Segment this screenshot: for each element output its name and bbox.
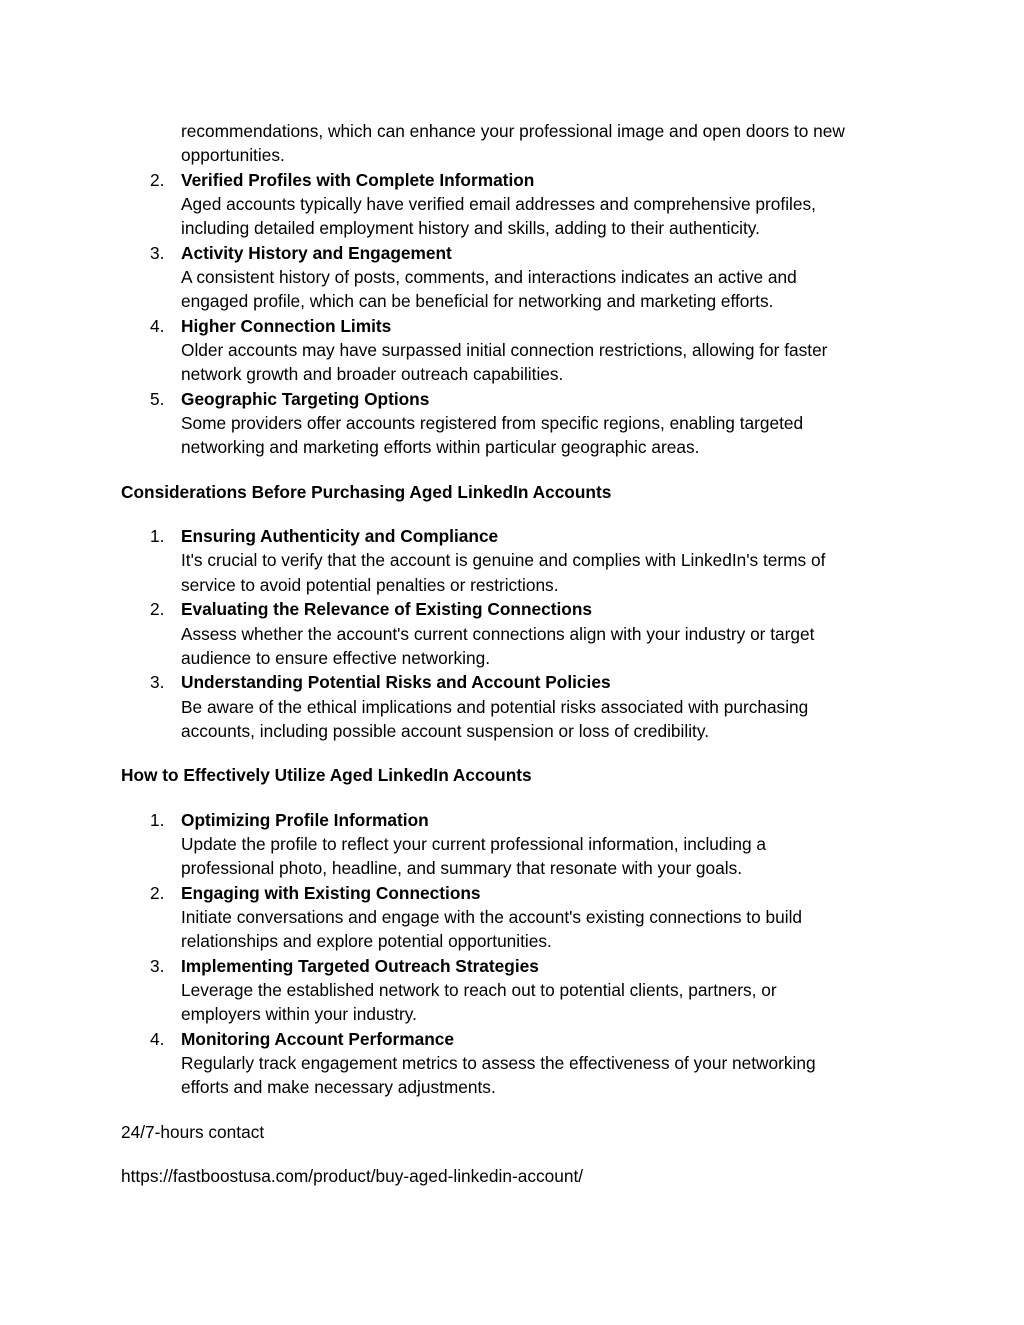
list-item-body: audience to ensure effective networking.	[181, 648, 491, 668]
list-item-body: accounts, including possible account suspension or loss of credibility.	[181, 721, 710, 741]
section-heading-considerations: Considerations Before Purchasing Aged LinkedIn Accounts	[121, 482, 612, 502]
list-item-number: 2.	[150, 170, 165, 190]
list-item-body: professional photo, headline, and summary that resonate with your goals.	[181, 858, 743, 878]
list-item-number: 5.	[150, 389, 165, 409]
list-item-title: Higher Connection Limits	[181, 316, 392, 336]
intro-continuation-line-2: opportunities.	[181, 145, 285, 165]
list-item-body: Assess whether the account's current connections align with your industry or target	[181, 624, 815, 644]
list-item-body: engaged profile, which can be beneficial for networking and marketing efforts.	[181, 291, 774, 311]
list-item-number: 1.	[150, 810, 165, 830]
list-item-body: Regularly track engagement metrics to assess the effectiveness of your networking	[181, 1053, 816, 1073]
list-item-title: Verified Profiles with Complete Information	[181, 170, 535, 190]
list-item-number: 2.	[150, 599, 165, 619]
list-item-number: 2.	[150, 883, 165, 903]
list-item-body: Update the profile to reflect your current professional information, including a	[181, 834, 766, 854]
list-item-title: Ensuring Authenticity and Compliance	[181, 526, 499, 546]
list-item-body: relationships and explore potential opportunities.	[181, 931, 552, 951]
list-item-number: 3.	[150, 956, 165, 976]
list-item-body: service to avoid potential penalties or restrictions.	[181, 575, 559, 595]
product-link[interactable]: https://fastboostusa.com/product/buy-aged-linkedin-account/	[121, 1166, 584, 1186]
list-item-body: Initiate conversations and engage with the account's existing connections to build	[181, 907, 803, 927]
list-item-body: A consistent history of posts, comments, and interactions indicates an active and	[181, 267, 797, 287]
list-item-body: Aged accounts typically have verified email addresses and comprehensive profiles,	[181, 194, 816, 214]
list-item-title: Implementing Targeted Outreach Strategies	[181, 956, 539, 976]
list-item-number: 4.	[150, 1029, 165, 1049]
list-item-number: 1.	[150, 526, 165, 546]
list-item-title: Evaluating the Relevance of Existing Connections	[181, 599, 592, 619]
list-item-body: Older accounts may have surpassed initial connection restrictions, allowing for faster	[181, 340, 828, 360]
list-item-body: including detailed employment history and skills, adding to their authenticity.	[181, 218, 760, 238]
list-item-title: Monitoring Account Performance	[181, 1029, 454, 1049]
list-item-title: Geographic Targeting Options	[181, 389, 430, 409]
list-item-body: Be aware of the ethical implications and potential risks associated with purchasing	[181, 697, 809, 717]
list-item-title: Optimizing Profile Information	[181, 810, 429, 830]
list-item-body: Leverage the established network to reach out to potential clients, partners, or	[181, 980, 777, 1000]
list-item-body: networking and marketing efforts within particular geographic areas.	[181, 437, 700, 457]
list-item-body: network growth and broader outreach capabilities.	[181, 364, 564, 384]
intro-continuation-line-1: recommendations, which can enhance your professional image and open doors to new	[181, 121, 845, 141]
list-item-body: Some providers offer accounts registered from specific regions, enabling targeted	[181, 413, 804, 433]
list-item-body: It's crucial to verify that the account is genuine and complies with LinkedIn's terms of	[181, 550, 826, 570]
list-item-title: Understanding Potential Risks and Account Policies	[181, 672, 611, 692]
list-item-title: Engaging with Existing Connections	[181, 883, 481, 903]
list-item-number: 3.	[150, 243, 165, 263]
list-item-number: 4.	[150, 316, 165, 336]
contact-text: 24/7-hours contact	[121, 1122, 265, 1142]
list-item-body: efforts and make necessary adjustments.	[181, 1077, 496, 1097]
list-item-title: Activity History and Engagement	[181, 243, 452, 263]
section-heading-utilize: How to Effectively Utilize Aged LinkedIn Accounts	[121, 765, 532, 785]
list-item-body: employers within your industry.	[181, 1004, 417, 1024]
list-item-number: 3.	[150, 672, 165, 692]
